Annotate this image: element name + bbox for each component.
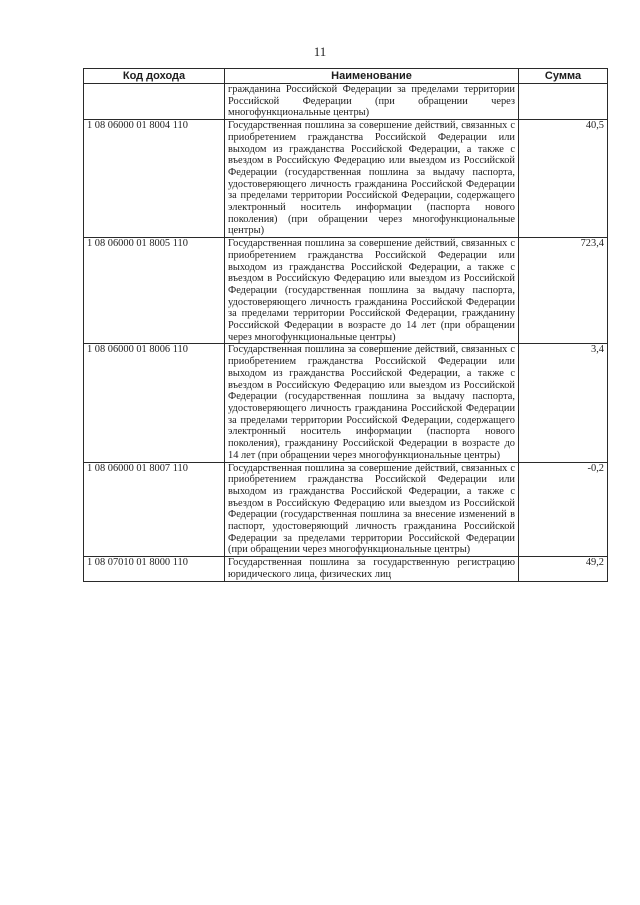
table-row [84, 557, 608, 581]
table-row [84, 344, 608, 462]
row-sum: 723,4 [519, 238, 608, 344]
table-row [84, 462, 608, 557]
row-sum: -0,2 [519, 462, 608, 557]
row-code [84, 84, 225, 120]
row-name: Государственная пошлина за государственную регистрацию юридического лица, физических лиц [225, 557, 519, 581]
table-header-row [84, 69, 608, 84]
row-code: 1 08 06000 01 8007 110 [84, 462, 225, 557]
row-sum: 40,5 [519, 120, 608, 238]
row-name: Государственная пошлина за совершение действий, связанных с приобретением гражданства Российской Федерации или выходом из гражданства Российской Федерации, а также с въездом в Российскую Федерацию или выездом из Российской Федерации (государственная пошлина за выдачу паспорта, удостоверяющего личность гражданина Российской Федерации за пределами территории Российской Федерации, содержащего электронный носитель информации (паспорта нового поколения), гражданину Российской Федерации в возрасте до 14 лет (при обращении через многофункциональные центры) [225, 344, 519, 462]
header-code: Код дохода [84, 69, 225, 84]
row-name: гражданина Российской Федерации за пределами территории Российской Федерации (при обращении через многофункциональные центры) [225, 84, 519, 120]
row-code: 1 08 06000 01 8004 110 [84, 120, 225, 238]
row-sum [519, 84, 608, 120]
header-name: Наименование [225, 69, 519, 84]
table-row [84, 120, 608, 238]
table-row [84, 238, 608, 344]
row-sum: 3,4 [519, 344, 608, 462]
table-row [84, 84, 608, 120]
row-code: 1 08 07010 01 8000 110 [84, 557, 225, 581]
row-sum: 49,2 [519, 557, 608, 581]
header-sum: Сумма [519, 69, 608, 84]
row-name: Государственная пошлина за совершение действий, связанных с приобретением гражданства Российской Федерации или выходом из гражданства Российской Федерации, а также с въездом в Российскую Федерацию или выездом из Российской Федерации (государственная пошлина за выдачу паспорта, удостоверяющего личность гражданина Российской Федерации за пределами территории Российской Федерации, содержащего электронный носитель информации (паспорта нового поколения) (при обращении через многофункциональные центры) [225, 120, 519, 238]
row-name: Государственная пошлина за совершение действий, связанных с приобретением гражданства Российской Федерации или выходом из гражданства Российской Федерации, а также с въездом в Российскую Федерацию или выездом из Российской Федерации (государственная пошлина за внесение изменений в паспорт, удостоверяющий личность гражданина Российской Федерации за пределами территории Российской Федерации (при обращении через многофункциональные центры) [225, 462, 519, 557]
revenue-table [83, 68, 608, 582]
page-number: 11 [313, 44, 327, 59]
row-code: 1 08 06000 01 8006 110 [84, 344, 225, 462]
row-code: 1 08 06000 01 8005 110 [84, 238, 225, 344]
row-name: Государственная пошлина за совершение действий, связанных с приобретением гражданства Российской Федерации или выходом из гражданства Российской Федерации, а также с въездом в Российскую Федерацию или выездом из Российской Федерации (государственная пошлина за выдачу паспорта, удостоверяющего личность гражданина Российской Федерации за пределами территории Российской Федерации, гражданину Российской Федерации в возрасте до 14 лет (при обращении через многофункциональные центры) [225, 238, 519, 344]
